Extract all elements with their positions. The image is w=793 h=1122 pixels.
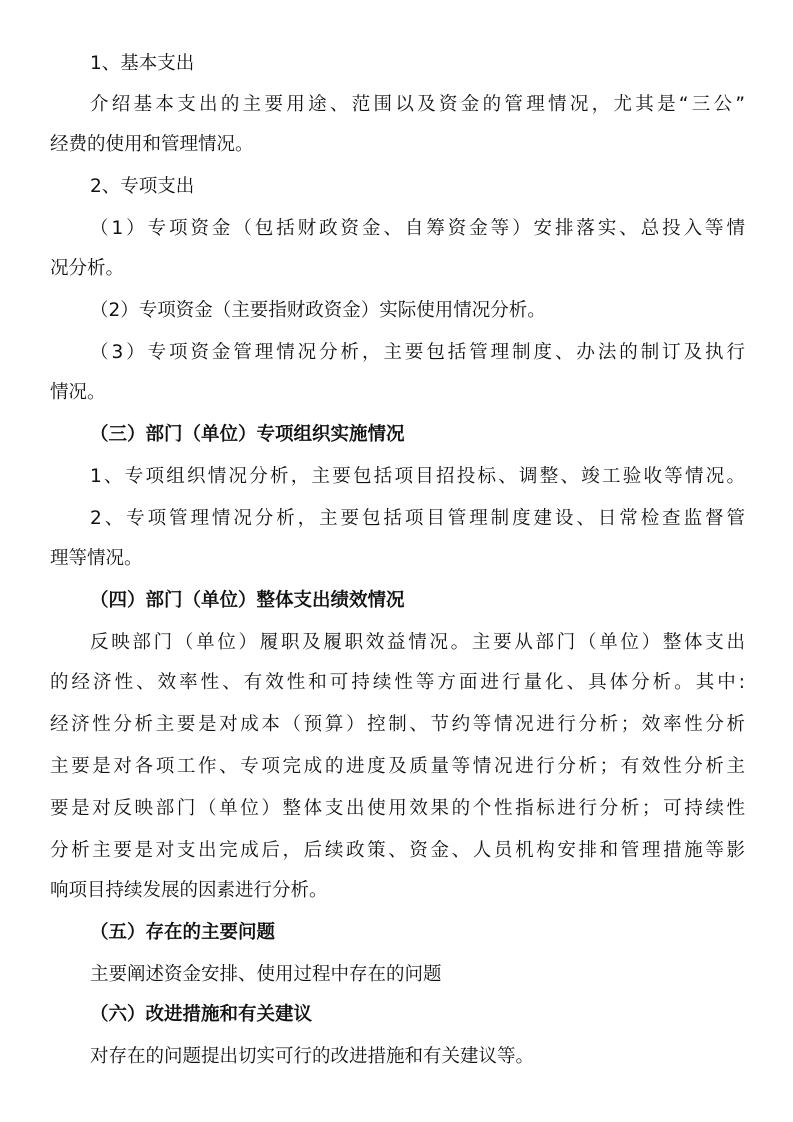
paragraph-line: 响项目持续发展的因素进行分析。 [50, 880, 328, 901]
paragraph-line: （3）专项资金管理情况分析，主要包括管理制度、办法的制订及执行 [90, 342, 745, 363]
paragraph-line: 主要阐述资金安排、使用过程中存在的问题 [90, 964, 442, 985]
paragraph-line: 情况。 [50, 382, 106, 403]
paragraph-line: 对存在的问题提出切实可行的改进措施和有关建议等。 [90, 1046, 535, 1067]
section-heading-6: （六）改进措施和有关建议 [90, 1004, 313, 1025]
paragraph-line: 要是对反映部门（单位）整体支出使用效果的个性指标进行分析；可持续性 [50, 798, 745, 819]
paragraph-line: 经费的使用和管理情况。 [50, 134, 254, 155]
paragraph-line: 的经济性、效率性、有效性和可持续性等方面进行量化、具体分析。其中: [50, 672, 745, 693]
subheading-special-expenditure: 2、专项支出 [90, 176, 195, 197]
paragraph-line: 况分析。 [50, 258, 125, 279]
subheading-basic-expenditure: 1、基本支出 [90, 53, 195, 74]
paragraph-line: （2）专项资金（主要指财政资金）实际使用情况分析。 [90, 300, 546, 321]
section-heading-3: （三）部门（单位）专项组织实施情况 [90, 424, 405, 445]
section-heading-4: （四）部门（单位）整体支出绩效情况 [90, 590, 405, 611]
paragraph-line: 1、专项组织情况分析，主要包括项目招投标、调整、竣工验收等情况。 [90, 466, 745, 487]
paragraph-line: 主要是对各项工作、专项完成的进度及质量等情况进行分析；有效性分析主 [50, 756, 745, 777]
paragraph-line: （1）专项资金（包括财政资金、自筹资金等）安排落实、总投入等情 [90, 218, 745, 239]
paragraph-line: 介绍基本支出的主要用途、范围以及资金的管理情况，尤其是“三公” [90, 94, 745, 115]
paragraph-line: 反映部门（单位）履职及履职效益情况。主要从部门（单位）整体支出 [90, 632, 745, 653]
paragraph-line: 分析主要是对支出完成后，后续政策、资金、人员机构安排和管理措施等影 [50, 840, 745, 861]
paragraph-line: 经济性分析主要是对成本（预算）控制、节约等情况进行分析；效率性分析 [50, 714, 745, 735]
paragraph-line: 理等情况。 [50, 548, 143, 569]
paragraph-line: 2、专项管理情况分析，主要包括项目管理制度建设、日常检查监督管 [90, 508, 745, 529]
section-heading-5: （五）存在的主要问题 [90, 922, 276, 943]
